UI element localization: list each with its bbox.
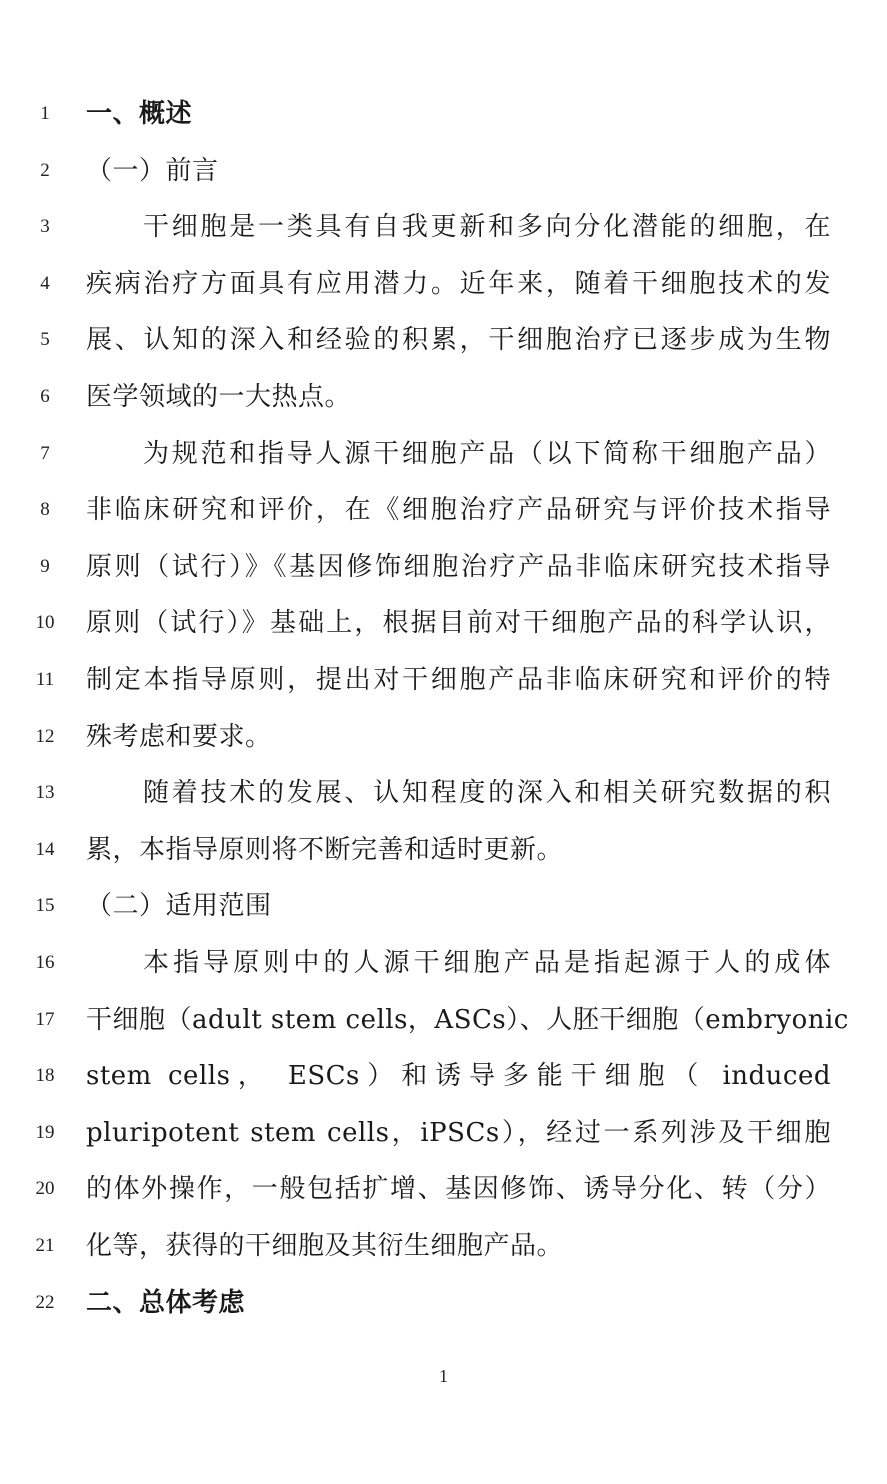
line-number: 13 [35, 782, 55, 804]
paragraph-line: 医学领域的一大热点。 [86, 382, 352, 412]
document-line [0, 765, 887, 821]
line-number: 5 [40, 329, 50, 351]
document-line [0, 256, 887, 312]
page-number: 1 [439, 1366, 448, 1386]
paragraph-line: stem cells， ESCs）和诱导多能干细胞（ induced [86, 1061, 831, 1092]
document-line [0, 1275, 887, 1331]
document-line [0, 1218, 887, 1274]
line-number: 17 [35, 1008, 55, 1030]
line-number: 6 [40, 386, 50, 407]
paragraph-line: 干细胞是一类具有自我更新和多向分化潜能的细胞，在 [143, 212, 831, 243]
line-number: 1 [40, 103, 50, 124]
paragraph-line: 为规范和指导人源干细胞产品（以下简称干细胞产品） [143, 438, 831, 469]
paragraph-line: 疾病治疗方面具有应用潜力。近年来，随着干细胞技术的发 [86, 268, 831, 299]
section-heading: 一、概述 [86, 99, 193, 129]
document-line [0, 426, 887, 482]
document-line [0, 369, 887, 425]
document-line [0, 143, 887, 199]
document-line [0, 822, 887, 878]
section-heading: （一）前言 [86, 155, 219, 186]
document-line [0, 312, 887, 368]
paragraph-line: 随着技术的发展、认知程度的深入和相关研究数据的积 [143, 778, 831, 809]
line-number: 16 [35, 952, 55, 973]
document-line [0, 482, 887, 538]
document-line [0, 878, 887, 934]
document-line [0, 709, 887, 765]
section-heading: 二、总体考虑 [86, 1287, 246, 1318]
document-line [0, 539, 887, 595]
document-line [0, 935, 887, 991]
document-line [0, 992, 887, 1048]
line-number: 8 [40, 499, 50, 521]
line-number: 14 [35, 838, 55, 860]
line-number: 3 [40, 216, 50, 238]
document-line [0, 595, 887, 651]
paragraph-line: 原则（试行）》基础上，根据目前对干细胞产品的科学认识， [86, 608, 831, 639]
document-line [0, 652, 887, 708]
line-number: 18 [35, 1065, 55, 1087]
paragraph-line: 展、认知的深入和经验的积累，干细胞治疗已逐步成为生物 [86, 325, 831, 356]
document-line [0, 86, 887, 142]
line-number: 20 [35, 1178, 55, 1200]
paragraph-line: 本指导原则中的人源干细胞产品是指起源于人的成体 [143, 948, 831, 978]
line-number: 19 [35, 1121, 55, 1143]
line-number: 10 [35, 612, 55, 634]
line-number: 12 [35, 725, 55, 747]
line-number: 7 [40, 442, 50, 464]
paragraph-line: 化等，获得的干细胞及其衍生细胞产品。 [86, 1231, 564, 1261]
document-line [0, 199, 887, 255]
line-number: 9 [40, 555, 50, 577]
line-number: 2 [40, 159, 50, 181]
line-number: 22 [35, 1291, 55, 1313]
line-number: 21 [35, 1235, 55, 1256]
paragraph-line: 原则（试行）》《基因修饰细胞治疗产品非临床研究技术指导 [86, 551, 831, 582]
line-number: 11 [35, 669, 55, 690]
line-number: 15 [35, 895, 55, 917]
paragraph-line: pluripotent stem cells，iPSCs），经过一系列涉及干细胞 [86, 1117, 831, 1148]
document-line [0, 1161, 887, 1217]
paragraph-line: 的体外操作，一般包括扩增、基因修饰、诱导分化、转（分） [86, 1174, 831, 1205]
document-line [0, 1048, 887, 1104]
section-heading: （二）适用范围 [86, 891, 272, 922]
document-line [0, 1105, 887, 1161]
paragraph-line: 殊考虑和要求。 [86, 721, 272, 752]
line-number: 4 [40, 272, 50, 294]
paragraph-line: 累，本指导原则将不断完善和适时更新。 [86, 834, 564, 865]
paragraph-line: 制定本指导原则，提出对干细胞产品非临床研究和评价的特 [86, 665, 831, 695]
paragraph-line: 干细胞（adult stem cells，ASCs）、人胚干细胞（embryonic [86, 1004, 849, 1035]
paragraph-line: 非临床研究和评价，在《细胞治疗产品研究与评价技术指导 [86, 495, 831, 526]
